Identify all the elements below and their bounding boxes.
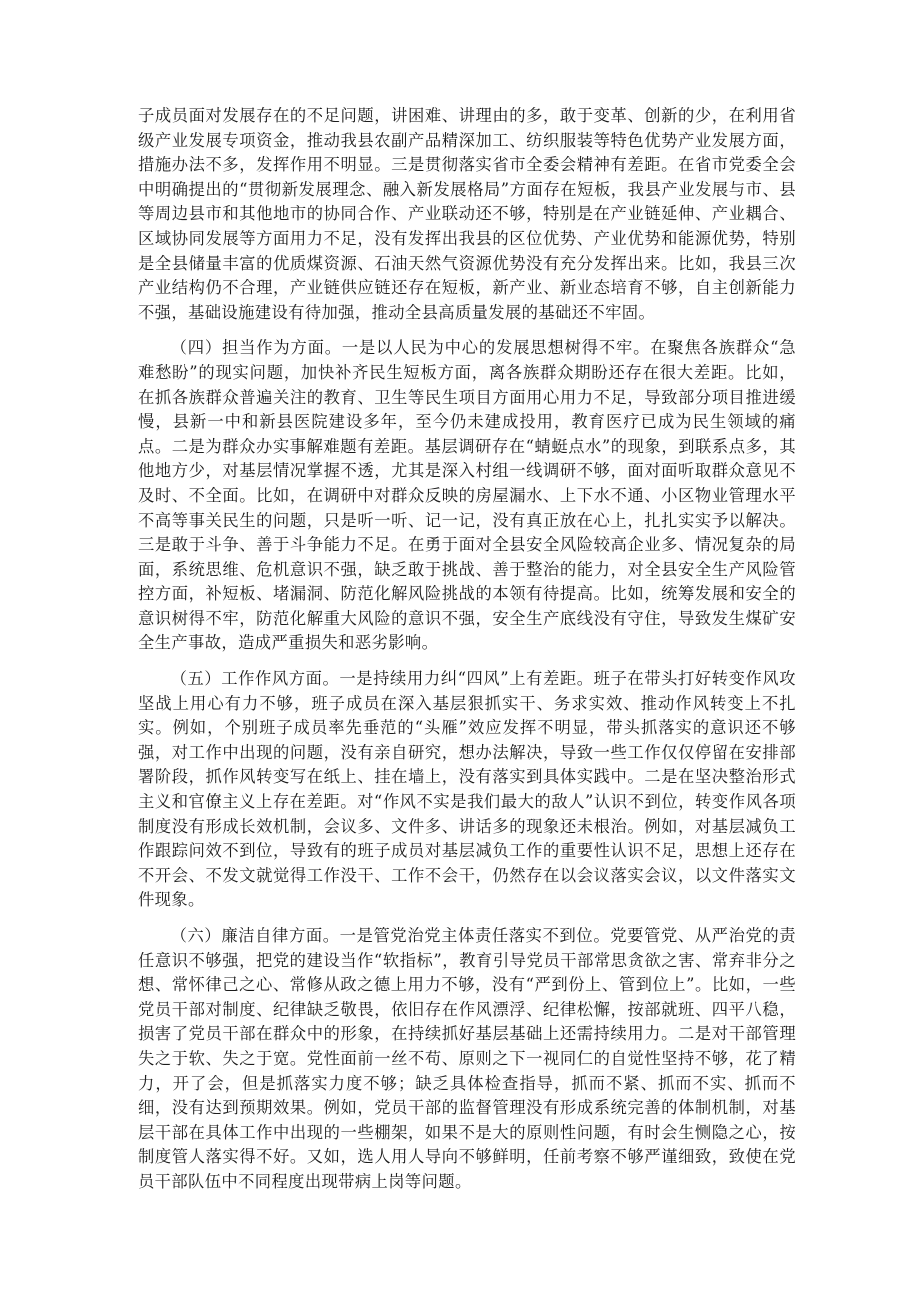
paragraph-continued-section-three: 子成员面对发展存在的不足问题，讲困难、讲理由的多，敢于变革、创新的少，在利用省级产业发展专项资金，推动我县农副产品精深加工、纺织服装等特色优势产业发展方面，措施办法不多，发挥作用不明显。三是贯彻落实省市全委会精神有差距。在省市党委全会中明确提出的“贯彻新发展理念、融入新发展格局”方面存在短板，我县产业发展与市、县等周边县市和其他地市的协同合作、产业联动还不够，特别是在产业链延伸、产业耦合、区域协同发展等方面用力不足，没有发挥出我县的区位优势、产业优势和能源优势，特别是全县储量丰富的优质煤资源、石油天然气资源优势没有充分发挥出来。比如，我县三次产业结构仍不合理，产业链供应链还存在短板，新产业、新业态培育不够，自主创新能力不强，基础设施建设有待加强，推动全县高质量发展的基础还不牢固。	[138, 106, 796, 322]
paragraph-section-four: （四）担当作为方面。一是以人民为中心的发展思想树得不牢。在聚焦各族群众“急难愁盼”的现实问题，加快补齐民生短板方面，离各族群众期盼还存在很大差距。比如，在抓各族群众普遍关注的教育、卫生等民生项目方面用心用力不足，导致部分项目推进缓慢，县新一中和新县医院建设多年，至今仍未建成投用，教育医疗已成为民生领域的痛点。二是为群众办实事解难题有差距。基层调研存在“蜻蜓点水”的现象，到联系点多，其他地方少，对基层情况掌握不透，尤其是深入村组一线调研不够，面对面听取群众意见不及时、不全面。比如，在调研中对群众反映的房屋漏水、上下水不通、小区物业管理水平不高等事关民生的问题，只是听一听、记一记，没有真正放在心上，扎扎实实予以解决。三是敢于斗争、善于斗争能力不足。在勇于面对全县安全风险较高企业多、情况复杂的局面，系统思维、危机意识不强，缺乏敢于挑战、善于整治的能力，对全县安全生产风险管控方面，补短板、堵漏洞、防范化解风险挑战的本领有待提高。比如，统筹发展和安全的意识树得不牢，防范化解重大风险的意识不强，安全生产底线没有守住，导致发生煤矿安全生产事故，造成严重损失和恶劣影响。	[138, 338, 796, 653]
paragraph-section-five: （五）工作作风方面。一是持续用力纠“四风”上有差距。班子在带头打好转变作风攻坚战上用心有力不够，班子成员在深入基层狠抓实干、务求实效、推动作风转变上不扎实。例如，个别班子成员率先垂范的“头雁”效应发挥不明显，带头抓落实的意识还不够强，对工作中出现的问题，没有亲自研究，想办法解决，导致一些工作仅仅停留在安排部署阶段，抓作风转变写在纸上、挂在墙上，没有落实到具体实践中。二是在坚决整治形式主义和官僚主义上存在差距。对“作风不实是我们最大的敌人”认识不到位，转变作风各项制度没有形成长效机制，会议多、文件多、讲话多的现象还未根治。例如，对基层减负工作跟踪问效不到位，导致有的班子成员对基层减负工作的重要性认识不足，思想上还存在不开会、不发文就觉得工作没干、工作不会干，仍然存在以会议落实会议，以文件落实文件现象。	[138, 669, 796, 910]
paragraph-section-six: （六）廉洁自律方面。一是管党治党主体责任落实不到位。党要管党、从严治党的责任意识不够强，把党的建设当作“软指标”，教育引导党员干部常思贪欲之害、常弃非分之想、常怀律己之心、常修从政之德上用力不够，没有“严到份上、管到位上”。比如，一些党员干部对制度、纪律缺乏敬畏，依旧存在作风漂浮、纪律松懈，按部就班、四平八稳，损害了党员干部在群众中的形象，在持续抓好基层基础上还需持续用力。二是对干部管理失之于软、失之于宽。党性面前一丝不苟、原则之下一视同仁的自觉性坚持不够，花了精力，开了会，但是抓落实力度不够；缺乏具体检查指导，抓而不紧、抓而不实、抓而不细，没有达到预期效果。例如，党员干部的监督管理没有形成系统完善的体制机制，对基层干部在具体工作中出现的一些棚架，如果不是大的原则性问题，有时会生恻隐之心，按制度管人落实得不好。又如，选人用人导向不够鲜明，任前考察不够严谨细致，致使在党员干部队伍中不同程度出现带病上岗等问题。	[138, 926, 796, 1191]
document-page	[138, 104, 796, 1206]
